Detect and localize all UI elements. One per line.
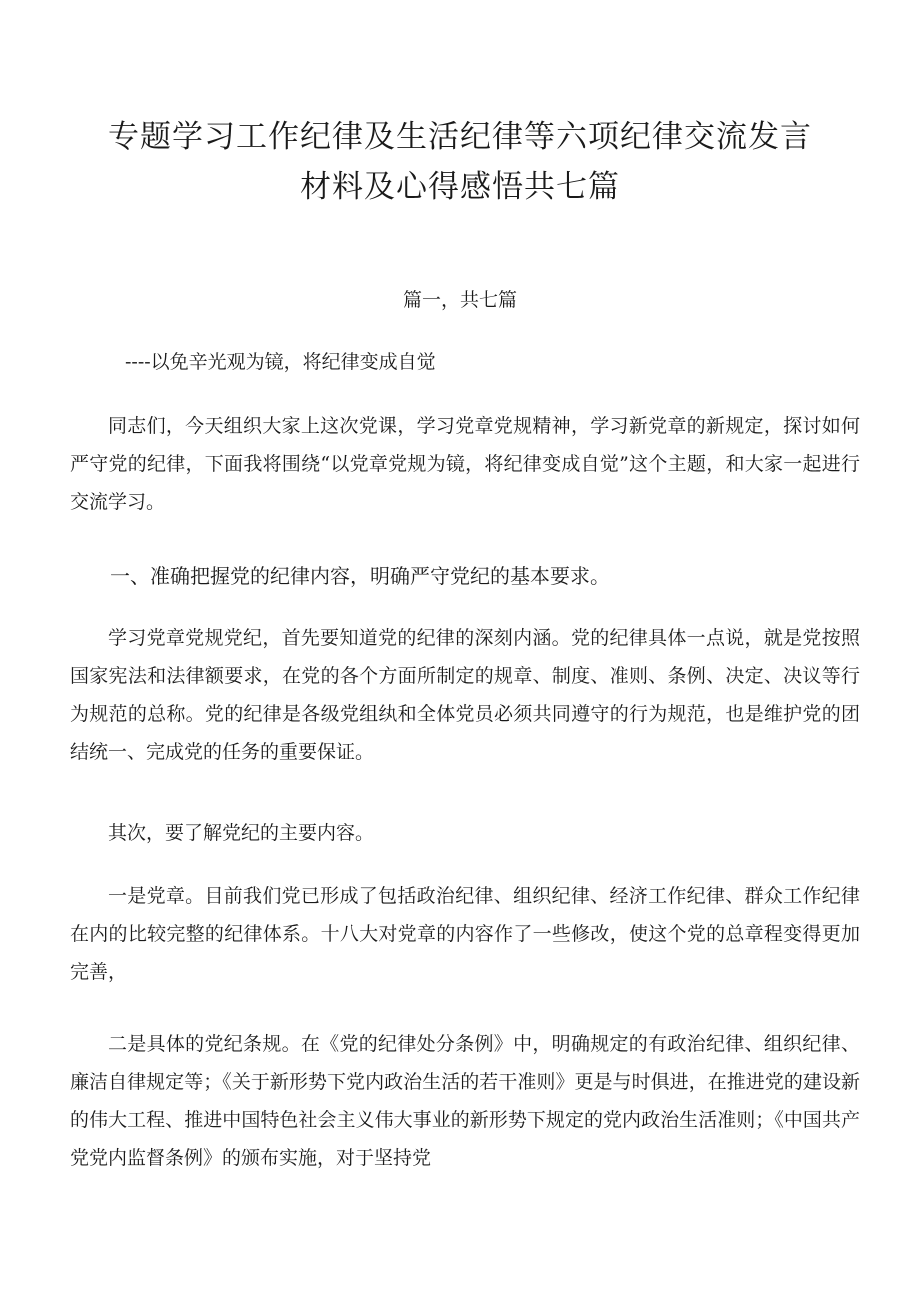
paragraph-3: 其次，要了解党纪的主要内容。 [108, 822, 375, 844]
paragraph-2: 学习党章党规党纪，首先要知道党的纪律的深刻内涵。党的纪律具体一点说，就是党按照国家宪法和法律额要求，在党的各个方面所制定的规章、制度、准则、条例、决定、决议等行为规范的总称。党的纪律是各级党组纨和全体党员必须共同遵守的行为规范，也是维护党的团结统一、完成党的任务的重要保证。 [70, 627, 860, 763]
subtitle: ----以免辛光观为镜，将纪律变成自觉 [125, 351, 436, 373]
paragraph-5: 二是具体的党纪条规。在《党的纪律处分条例》中，明确规定的有政治纪律、组织纪律、廉洁自律规定等；《关于新形势下党内政治生活的若干准则》更是与时俱进，在推进党的建设新的伟大工程、推进中国特色社会主义伟大事业的新形势下规定的党内政治生活准则；《中国共产党党内监督条例》的颁布实施，对于坚持党 [70, 1033, 860, 1169]
paragraph-4: 一是党章。目前我们党已形成了包括政治纪律、组织纪律、经济工作纪律、群众工作纪律在内的比较完整的纪律体系。十八大对党章的内容作了一些修改，使这个党的总章程变得更加完善， [70, 885, 860, 983]
paragraph-heading-1: 一、准确把握党的纪律内容，明确严守党纪的基本要求。 [110, 564, 610, 588]
paragraph-1: 同志们，今天组织大家上这次党课，学习党章党规精神，学习新党章的新规定，探讨如何严守党的纪律，下面我将围绕“以党章党规为镜，将纪律变成自觉”这个主题，和大家一起进行交流学习。 [70, 415, 860, 513]
document-title [60, 112, 860, 212]
title-line-1: 专题学习工作纪律及生活纪律等六项纪律交流发言 [108, 119, 812, 155]
title-line-2: 材料及心得感悟共七篇 [300, 169, 620, 205]
section-heading: 篇一，共七篇 [402, 289, 517, 311]
